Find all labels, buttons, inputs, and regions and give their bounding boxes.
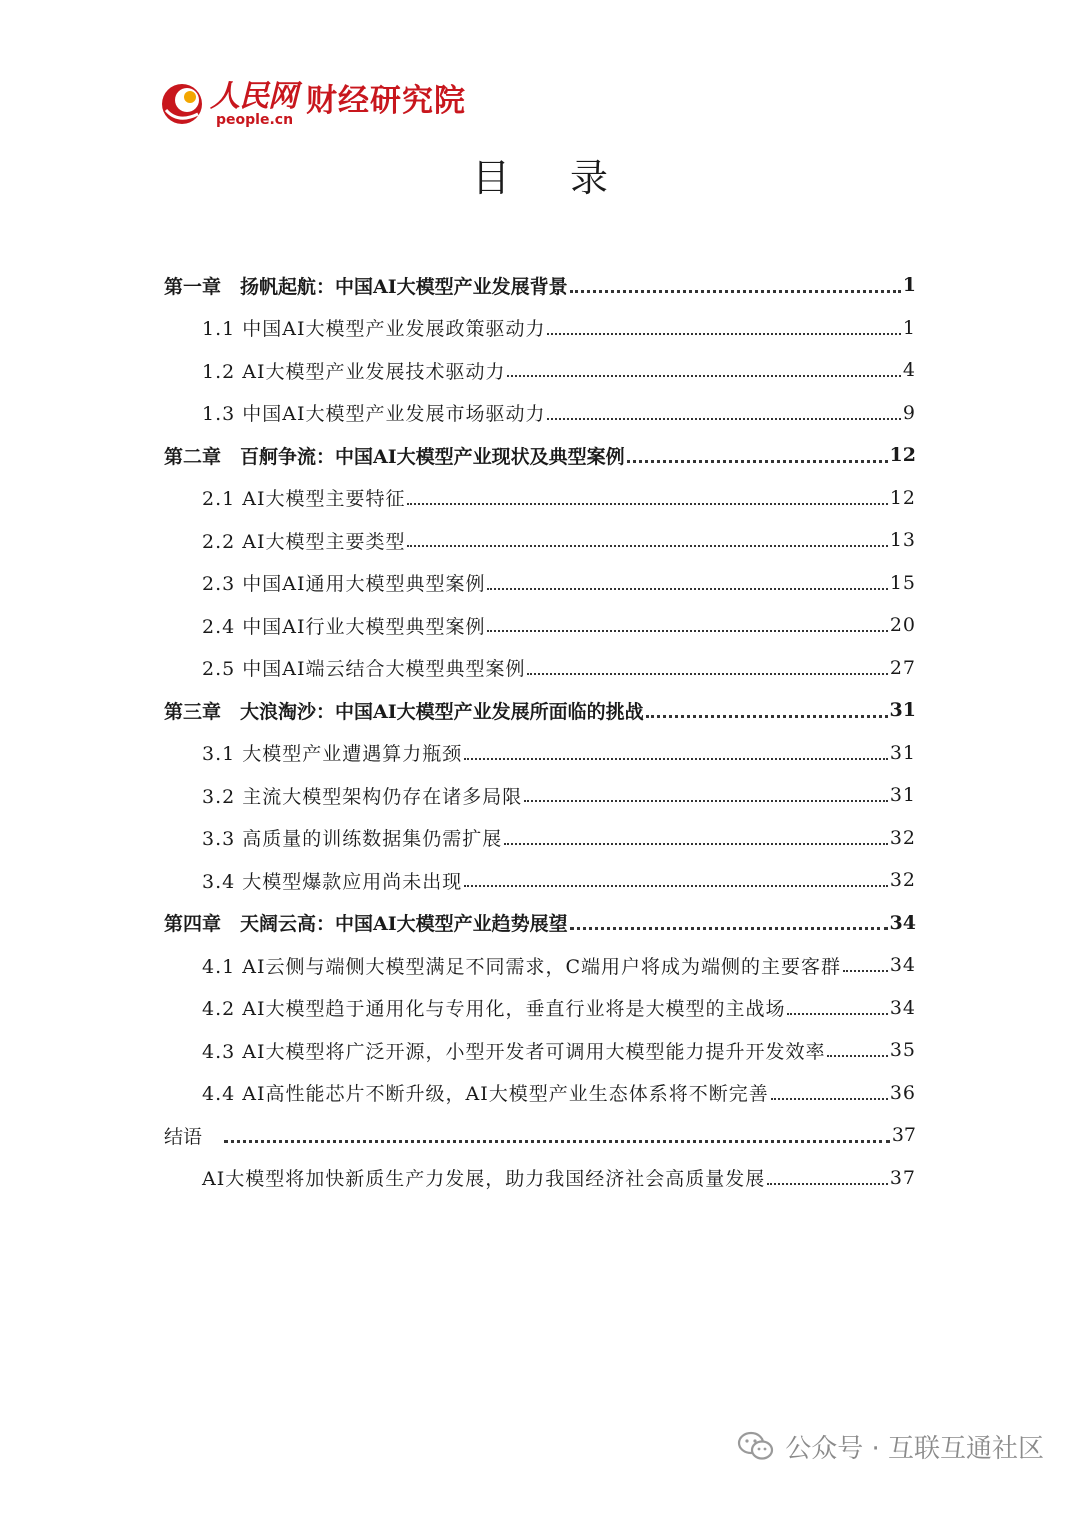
toc-leader-dots	[504, 843, 888, 845]
toc-entry[interactable]	[164, 519, 916, 562]
toc-entry-label: 3.4 大模型爆款应用尚未出现	[202, 870, 463, 893]
toc-entry-page: 35	[889, 1039, 916, 1062]
toc-leader-dots	[627, 460, 888, 463]
toc-entry[interactable]	[164, 562, 916, 605]
toc-entry-page: 1	[902, 316, 916, 339]
toc-entry[interactable]	[164, 1029, 916, 1072]
toc-leader-dots	[570, 290, 901, 293]
toc-entry-label: 2.5 中国AI端云结合大模型典型案例	[202, 658, 526, 681]
toc-entry-page: 34	[889, 954, 916, 977]
wechat-icon	[737, 1430, 775, 1462]
toc-entry-label: 第一章 扬帆起航：中国AI大模型产业发展背景	[164, 275, 568, 298]
toc-entry[interactable]	[164, 774, 916, 817]
toc-entry-label: AI大模型将加快新质生产力发展，助力我国经济社会高质量发展	[202, 1168, 766, 1191]
toc-leader-dots	[464, 758, 888, 760]
toc-entry[interactable]	[164, 732, 916, 775]
toc-entry-label: 1.1 中国AI大模型产业发展政策驱动力	[202, 318, 546, 341]
toc-leader-dots	[524, 800, 888, 802]
toc-leader-dots	[547, 418, 900, 420]
toc-entry[interactable]	[164, 1114, 916, 1157]
toc-leader-dots	[527, 673, 887, 675]
toc-entry-page: 32	[889, 826, 916, 849]
toc-entry-page: 15	[889, 571, 916, 594]
toc-leader-dots	[570, 927, 888, 930]
logo-en-text: people.cn	[216, 112, 294, 128]
people-logo-icon	[160, 80, 206, 126]
toc-entry[interactable]	[164, 477, 916, 520]
page-title	[0, 152, 1080, 204]
toc-leader-dots	[487, 588, 887, 590]
toc-entry-label: 2.4 中国AI行业大模型典型案例	[202, 615, 486, 638]
toc-entry[interactable]	[164, 392, 916, 435]
toc-entry-label: 2.3 中国AI通用大模型典型案例	[202, 573, 486, 596]
toc-entry-page: 12	[889, 444, 916, 467]
toc-entry-label: 4.2 AI大模型趋于通用化与专用化，垂直行业将是大模型的主战场	[202, 998, 786, 1021]
toc-entry-page: 13	[889, 529, 916, 552]
toc-entry-page: 31	[889, 741, 916, 764]
toc-entry-label: 第三章 大浪淘沙：中国AI大模型产业发展所面临的挑战	[164, 700, 644, 723]
toc-leader-dots	[767, 1183, 888, 1185]
header	[160, 78, 500, 130]
toc-leader-dots	[407, 545, 887, 547]
toc-leader-dots	[464, 885, 888, 887]
toc-entry-page: 32	[889, 869, 916, 892]
logo-cn-text: 人民网	[210, 79, 297, 114]
table-of-contents	[164, 264, 916, 1199]
toc-entry-label: 4.4 AI高性能芯片不断升级，AI大模型产业生态体系将不断完善	[202, 1083, 769, 1106]
toc-entry-page: 27	[889, 656, 916, 679]
toc-leader-dots	[827, 1055, 887, 1057]
page-title-char: 录	[570, 156, 609, 200]
footer-watermark	[737, 1426, 1044, 1466]
toc-leader-dots	[547, 333, 900, 335]
toc-entry-page: 34	[889, 996, 916, 1019]
toc-entry-page: 37	[891, 1124, 916, 1147]
toc-entry-label: 3.3 高质量的训练数据集仍需扩展	[202, 828, 503, 851]
toc-entry[interactable]	[164, 987, 916, 1030]
toc-entry[interactable]	[164, 1072, 916, 1115]
toc-entry-label: 第二章 百舸争流：中国AI大模型产业现状及典型案例	[164, 445, 625, 468]
toc-entry-page: 12	[889, 486, 916, 509]
toc-entry-page: 36	[889, 1081, 916, 1104]
toc-entry-label: 2.1 AI大模型主要特征	[202, 488, 406, 511]
toc-entry-page: 4	[902, 359, 916, 382]
toc-entry[interactable]	[164, 902, 916, 945]
toc-leader-dots	[646, 715, 888, 718]
toc-entry[interactable]	[164, 434, 916, 477]
toc-entry-label: 2.2 AI大模型主要类型	[202, 530, 406, 553]
toc-entry-page: 1	[902, 274, 916, 297]
page-title-char: 目	[471, 156, 510, 200]
toc-entry-label: 3.1 大模型产业遭遇算力瓶颈	[202, 743, 463, 766]
toc-entry-page: 9	[902, 401, 916, 424]
toc-entry-label: 结语	[164, 1125, 203, 1148]
toc-entry[interactable]	[164, 307, 916, 350]
toc-entry-page: 34	[889, 911, 916, 934]
toc-entry[interactable]	[164, 859, 916, 902]
toc-entry[interactable]	[164, 647, 916, 690]
toc-entry-page: 31	[889, 699, 916, 722]
toc-entry[interactable]	[164, 264, 916, 307]
toc-entry[interactable]	[164, 817, 916, 860]
toc-entry-label: 1.3 中国AI大模型产业发展市场驱动力	[202, 403, 546, 426]
org-name: 财经研究院	[306, 83, 466, 119]
toc-entry-label: 1.2 AI大模型产业发展技术驱动力	[202, 360, 506, 383]
toc-entry-label: 4.1 AI云侧与端侧大模型满足不同需求，C端用户将成为端侧的主要客群	[202, 955, 842, 978]
toc-entry-label: 3.2 主流大模型架构仍存在诸多局限	[202, 785, 523, 808]
toc-leader-dots	[843, 970, 888, 972]
toc-entry-label: 4.3 AI大模型将广泛开源，小型开发者可调用大模型能力提升开发效率	[202, 1040, 826, 1063]
toc-entry-page: 31	[889, 784, 916, 807]
toc-entry-label: 第四章 天阔云高：中国AI大模型产业趋势展望	[164, 913, 568, 936]
footer-text: 公众号 · 互联互通社区	[785, 1433, 1044, 1464]
toc-leader-dots	[407, 503, 887, 505]
toc-leader-dots	[224, 1140, 890, 1143]
toc-entry-page: 20	[889, 614, 916, 637]
toc-leader-dots	[787, 1013, 887, 1015]
toc-entry[interactable]	[164, 349, 916, 392]
toc-entry[interactable]	[164, 1157, 916, 1200]
toc-entry-page: 37	[889, 1166, 916, 1189]
toc-entry[interactable]	[164, 604, 916, 647]
toc-leader-dots	[487, 630, 887, 632]
toc-entry[interactable]	[164, 944, 916, 987]
toc-leader-dots	[507, 375, 900, 377]
toc-leader-dots	[771, 1098, 888, 1100]
toc-entry[interactable]	[164, 689, 916, 732]
